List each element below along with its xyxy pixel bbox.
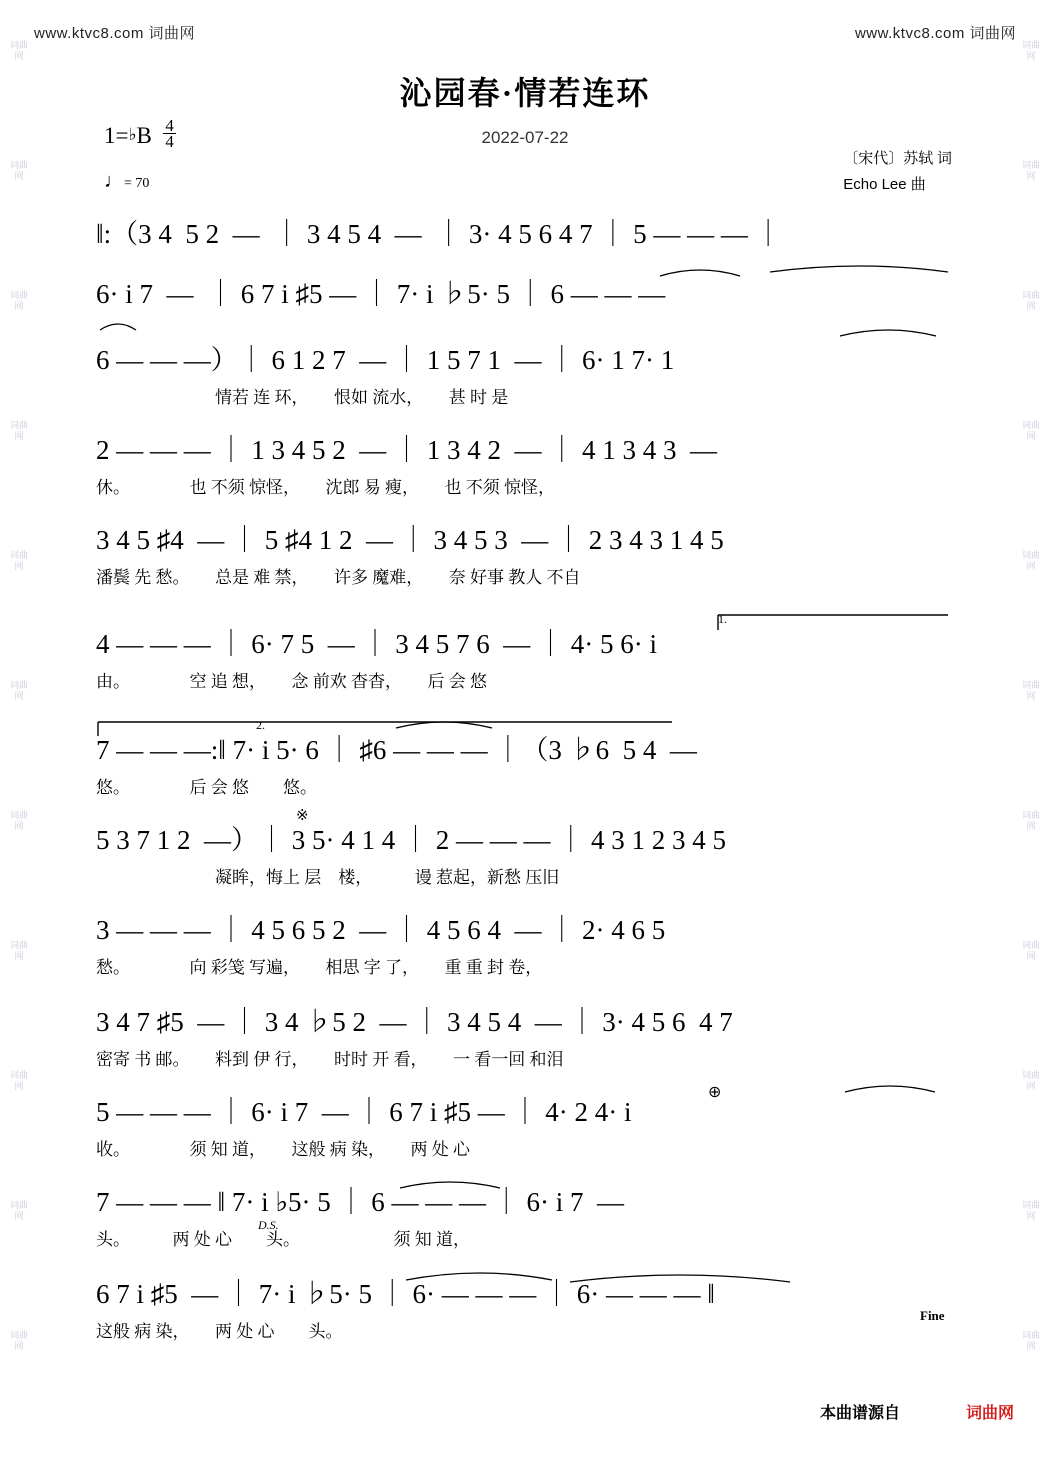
- notation-row: 3 — — — ｜ 4 5 6 5 2 — ｜ 4 5 6 4 — ｜ 2· 4 6 5: [96, 915, 666, 945]
- watermark-side-right: 词曲网: [1021, 940, 1040, 961]
- watermark-side-left: 词曲网: [9, 290, 28, 311]
- watermark-side-right: 词曲网: [1021, 1330, 1040, 1351]
- notation-row: 6 7 i ♯5 — ｜ 7· i ♭5· 5 ｜ 6· — — — ｜ 6· — — — ‖: [96, 1279, 715, 1309]
- lyrics-row: 愁。 向 彩笺 写遍， 相思 字 了， 重 重 封 卷，: [96, 958, 543, 977]
- score-line: [96, 428, 956, 498]
- score-line: [96, 212, 956, 257]
- notation-row: 3 4 7 ♯5 — ｜ 3 4 ♭5 2 — ｜ 3 4 5 4 — ｜ 3· 4 5 6 4 7: [96, 1007, 733, 1037]
- segno-mark: ※: [296, 808, 309, 824]
- lyrics-row: 这般 病 染， 两 处 心 头。: [96, 1322, 343, 1341]
- score-line: [96, 272, 956, 317]
- score-line: [96, 622, 956, 692]
- watermark-side-right: 词曲网: [1021, 1070, 1040, 1091]
- lyricist-credit: 〔宋代〕苏轼 词: [843, 151, 952, 167]
- notation-row: ‖:（3 4 5 2 — ｜ 3 4 5 4 — ｜ 3· 4 5 6 4 7 ｜ 5 — — — ｜: [96, 219, 782, 249]
- score-date: 2022-07-22: [481, 128, 569, 147]
- score-line: [96, 518, 956, 588]
- lyrics-row: 头。 两 处 心 头。 须 知 道，: [96, 1230, 470, 1249]
- notation-row: 6 — — —）｜ 6 1 2 7 — ｜ 1 5 7 1 — ｜ 6· 1 7· 1: [96, 345, 675, 375]
- score-line: [96, 818, 956, 888]
- quarter-note-icon: ♩: [104, 170, 124, 192]
- watermark-side-left: 词曲网: [9, 160, 28, 181]
- notation-row: 3 4 5 ♯4 — ｜ 5 ♯4 1 2 — ｜ 3 4 5 3 — ｜ 2 3 4 3 1 4 5: [96, 525, 724, 555]
- coda-mark: ⊕: [708, 1084, 722, 1101]
- watermark-side-left: 词曲网: [9, 1330, 28, 1351]
- footer-source-site: 词曲网: [965, 1405, 1014, 1422]
- score-line: [96, 728, 956, 798]
- score-line: [96, 908, 956, 978]
- key-label: 1=: [104, 123, 129, 148]
- composer-credit: Echo Lee 曲: [843, 176, 926, 193]
- watermark-side-right: 词曲网: [1021, 290, 1040, 311]
- notation-row: 7 — — — ‖ 7· i ♭5· 5 ｜ 6 — — — ｜ 6· i 7 —: [96, 1187, 625, 1217]
- notation-row: 2 — — — ｜ 1 3 4 5 2 — ｜ 1 3 4 2 — ｜ 4 1 3 4 3 —: [96, 435, 717, 465]
- notation-row: 5 — — — ｜ 6· i 7 — ｜ 6 7 i ♯5 — ｜ 4· 2 4· i: [96, 1097, 632, 1127]
- watermark-side-right: 词曲网: [1021, 680, 1040, 701]
- lyrics-row: 休。 也 不须 惊怪， 沈郎 易 瘦， 也 不须 惊怪，: [96, 478, 555, 497]
- key-accidental: ♭: [128, 125, 137, 144]
- watermark-side-left: 词曲网: [9, 1200, 28, 1221]
- fine-mark: Fine: [920, 1308, 945, 1323]
- time-signature: [163, 118, 176, 149]
- key-signature: [104, 118, 176, 149]
- volta-1-mark: 1.: [718, 612, 727, 626]
- notation-row: 5 3 7 1 2 —）｜ 3 5· 4 1 4 ｜ 2 — — — ｜ 4 3 1 2 3 4 5: [96, 825, 726, 855]
- lyrics-row: 由。 空 追 想， 念 前欢 杳杳， 后 会 悠: [96, 672, 487, 691]
- watermark-top-left: www.ktvc8.com 词曲网: [34, 25, 196, 42]
- lyrics-row: 密寄 书 邮。 料到 伊 行， 时时 开 看， 一 看一回 和泪: [96, 1050, 564, 1069]
- page-title: 沁园春·情若连环: [399, 75, 651, 111]
- lyrics-row: 悠。 后 会 悠 悠。: [96, 778, 317, 797]
- score-line: [96, 1180, 956, 1250]
- watermark-top-right: www.ktvc8.com 词曲网: [854, 25, 1016, 42]
- footer-source-label: 本曲谱源自: [819, 1405, 900, 1422]
- meter-top: 4: [165, 116, 174, 135]
- tempo-marking: [104, 170, 149, 193]
- lyrics-row: 凝眸，悔上 层 楼， 谩 惹起，新愁 压旧: [96, 868, 560, 887]
- watermark-side-left: 词曲网: [9, 940, 28, 961]
- meter-bottom: 4: [165, 132, 174, 151]
- watermark-side-right: 词曲网: [1021, 40, 1040, 61]
- ds-mark: D.S.: [258, 1218, 279, 1232]
- notation-row: 6· i 7 — ｜ 6 7 i ♯5 — ｜ 7· i ♭5· 5 ｜ 6 — — —: [96, 279, 666, 309]
- lyrics-row: 收。 须 知 道， 这般 病 染， 两 处 心: [96, 1140, 470, 1159]
- lyrics-row: 潘鬓 先 愁。 总是 难 禁， 许多 魔难， 奈 好事 教人 不自: [96, 568, 581, 587]
- score-line: [96, 1090, 956, 1160]
- watermark-side-right: 词曲网: [1021, 810, 1040, 831]
- lyrics-row: 情若 连 环， 恨如 流水， 甚 时 是: [96, 388, 509, 407]
- watermark-side-right: 词曲网: [1021, 1200, 1040, 1221]
- notation-row: 4 — — — ｜ 6· 7 5 — ｜ 3 4 5 7 6 — ｜ 4· 5 6· i: [96, 629, 657, 659]
- key-note: B: [136, 123, 152, 148]
- credits: [843, 146, 952, 198]
- notation-row: 7 — — —:‖ 7· i 5· 6 ｜ ♯6 — — — ｜（3 ♭6 5 4 —: [96, 735, 697, 765]
- watermark-side-left: 词曲网: [9, 550, 28, 571]
- watermark-side-left: 词曲网: [9, 420, 28, 441]
- watermark-side-left: 词曲网: [9, 40, 28, 61]
- watermark-side-left: 词曲网: [9, 680, 28, 701]
- score-line: [96, 1000, 956, 1070]
- watermark-side-left: 词曲网: [9, 810, 28, 831]
- tempo-value: = 70: [124, 176, 150, 191]
- watermark-side-right: 词曲网: [1021, 160, 1040, 181]
- watermark-side-left: 词曲网: [9, 1070, 28, 1091]
- watermark-side-right: 词曲网: [1021, 420, 1040, 441]
- watermark-side-right: 词曲网: [1021, 550, 1040, 571]
- score-line: [96, 1272, 956, 1342]
- volta-2-mark: 2.: [256, 718, 265, 732]
- score-line: [96, 338, 956, 408]
